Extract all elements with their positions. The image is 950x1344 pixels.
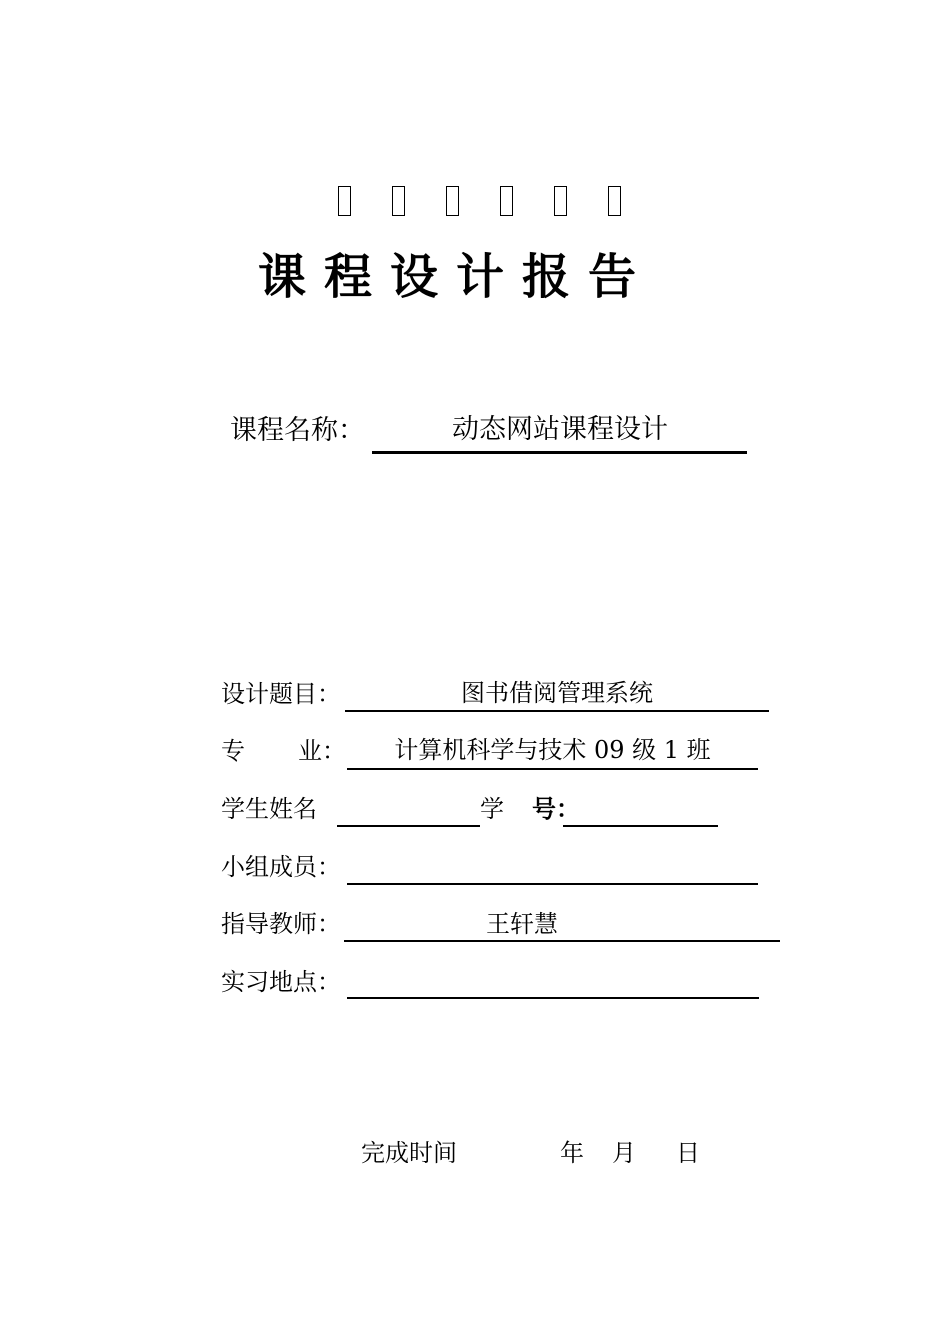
location-label: 实习地点： [221,968,341,996]
topic-underline [345,710,769,712]
student-id-underline [563,825,718,827]
missing-glyph-box [500,186,513,216]
missing-glyph-box [392,186,405,216]
day-label: 日 [676,1139,700,1167]
student-name-label: 学生姓名 [221,795,317,823]
missing-glyph-box [608,186,621,216]
advisor-underline [344,940,780,942]
location-underline [347,997,759,999]
topic-label: 设计题目： [221,680,341,708]
advisor-value: 王轩慧 [486,910,558,938]
course-name-underline [372,451,747,454]
group-members-underline [347,883,758,885]
year-label: 年 [560,1139,584,1167]
advisor-label: 指导教师： [221,910,341,938]
group-members-label: 小组成员： [221,853,341,881]
course-name-label: 课程名称： [230,415,365,446]
major-label-part1: 专 [221,737,245,765]
student-id-label-part1: 学 [480,795,504,823]
student-name-underline [337,825,480,827]
student-id-label-part2: 号： [532,794,580,823]
missing-glyph-box [446,186,459,216]
major-value: 计算机科学与技术 09 级 1 班 [394,736,711,764]
missing-glyph-box [338,186,351,216]
completion-time-label: 完成时间 [361,1139,457,1167]
topic-value: 图书借阅管理系统 [461,679,653,707]
month-label: 月 [612,1139,636,1167]
missing-glyph-box [554,186,567,216]
header-missing-glyphs [336,186,636,222]
major-label-part2: 业： [298,737,346,765]
course-name-value: 动态网站课程设计 [452,414,668,445]
major-underline [347,768,758,770]
report-title: 课程设计报告 [258,249,655,305]
